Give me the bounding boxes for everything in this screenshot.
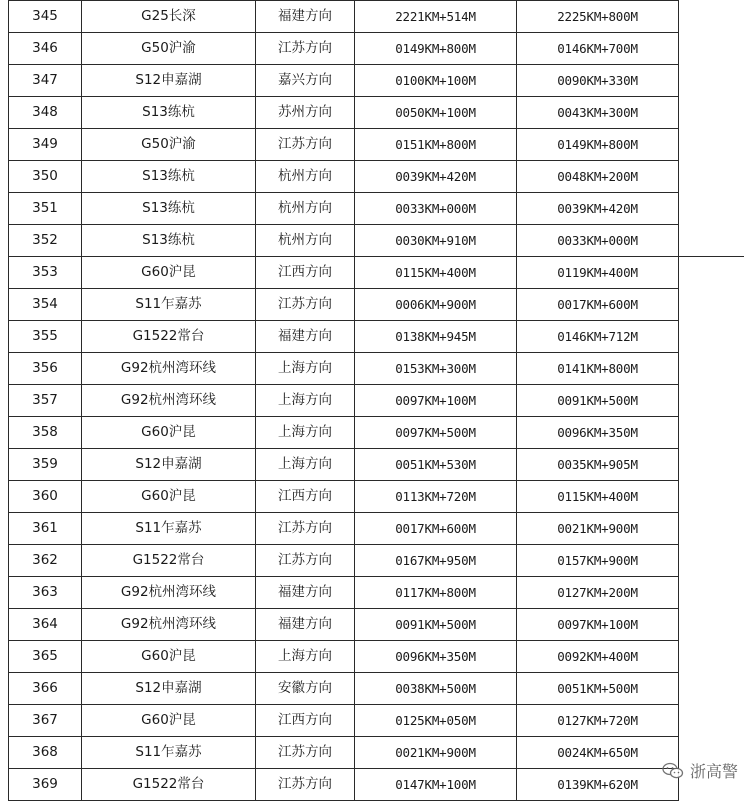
start-stake-cell: 0050KM+100M (355, 97, 517, 129)
row-number-cell: 363 (9, 577, 82, 609)
road-name-cell: G92杭州湾环线 (82, 609, 256, 641)
start-stake-cell: 0167KM+950M (355, 545, 517, 577)
watermark-text: 浙高警 (689, 762, 738, 781)
start-stake-cell: 0149KM+800M (355, 33, 517, 65)
row-number-cell: 365 (9, 641, 82, 673)
end-stake-cell: 0021KM+900M (517, 513, 679, 545)
road-section-table (8, 0, 679, 801)
row-number-cell: 364 (9, 609, 82, 641)
road-name-cell: G1522常台 (82, 769, 256, 801)
direction-cell: 上海方向 (256, 449, 355, 481)
row-number-cell: 366 (9, 673, 82, 705)
end-stake-cell: 0048KM+200M (517, 161, 679, 193)
table-row (9, 705, 679, 737)
table-row (9, 449, 679, 481)
row-number-cell: 353 (9, 257, 82, 289)
table-row (9, 769, 679, 801)
road-name-cell: G92杭州湾环线 (82, 353, 256, 385)
end-stake-cell: 0127KM+720M (517, 705, 679, 737)
start-stake-cell: 0153KM+300M (355, 353, 517, 385)
row-number-cell: 361 (9, 513, 82, 545)
start-stake-cell: 0097KM+100M (355, 385, 517, 417)
start-stake-cell: 0147KM+100M (355, 769, 517, 801)
row-number-cell: 351 (9, 193, 82, 225)
table-row (9, 353, 679, 385)
road-name-cell: S11乍嘉苏 (82, 737, 256, 769)
direction-cell: 江苏方向 (256, 33, 355, 65)
road-name-cell: S12申嘉湖 (82, 65, 256, 97)
end-stake-cell: 0139KM+620M (517, 769, 679, 801)
road-name-cell: G60沪昆 (82, 417, 256, 449)
start-stake-cell: 0115KM+400M (355, 257, 517, 289)
end-stake-cell: 0157KM+900M (517, 545, 679, 577)
table-row (9, 33, 679, 65)
direction-cell: 嘉兴方向 (256, 65, 355, 97)
table-row (9, 65, 679, 97)
direction-cell: 江苏方向 (256, 513, 355, 545)
table-row (9, 513, 679, 545)
direction-cell: 福建方向 (256, 1, 355, 33)
row-number-cell: 346 (9, 33, 82, 65)
end-stake-cell: 2225KM+800M (517, 1, 679, 33)
start-stake-cell: 0151KM+800M (355, 129, 517, 161)
row-number-cell: 349 (9, 129, 82, 161)
end-stake-cell: 0096KM+350M (517, 417, 679, 449)
start-stake-cell: 0091KM+500M (355, 609, 517, 641)
road-name-cell: G1522常台 (82, 321, 256, 353)
end-stake-cell: 0141KM+800M (517, 353, 679, 385)
table-row (9, 385, 679, 417)
table-body (9, 1, 679, 801)
table-row (9, 1, 679, 33)
direction-cell: 杭州方向 (256, 225, 355, 257)
road-name-cell: G92杭州湾环线 (82, 577, 256, 609)
road-name-cell: G25长深 (82, 1, 256, 33)
direction-cell: 福建方向 (256, 321, 355, 353)
document-sheet (8, 0, 744, 800)
end-stake-cell: 0024KM+650M (517, 737, 679, 769)
table-row (9, 257, 679, 289)
end-stake-cell: 0051KM+500M (517, 673, 679, 705)
direction-cell: 江苏方向 (256, 545, 355, 577)
row-number-cell: 369 (9, 769, 82, 801)
start-stake-cell: 0117KM+800M (355, 577, 517, 609)
direction-cell: 杭州方向 (256, 161, 355, 193)
table-row (9, 481, 679, 513)
table-row (9, 129, 679, 161)
table-border-fragment (672, 256, 744, 257)
start-stake-cell: 0051KM+530M (355, 449, 517, 481)
road-name-cell: S12申嘉湖 (82, 449, 256, 481)
end-stake-cell: 0146KM+712M (517, 321, 679, 353)
row-number-cell: 359 (9, 449, 82, 481)
end-stake-cell: 0127KM+200M (517, 577, 679, 609)
end-stake-cell: 0149KM+800M (517, 129, 679, 161)
start-stake-cell: 0017KM+600M (355, 513, 517, 545)
direction-cell: 江西方向 (256, 257, 355, 289)
road-name-cell: G92杭州湾环线 (82, 385, 256, 417)
road-name-cell: G1522常台 (82, 545, 256, 577)
start-stake-cell: 2221KM+514M (355, 1, 517, 33)
table-row (9, 673, 679, 705)
direction-cell: 江苏方向 (256, 129, 355, 161)
row-number-cell: 347 (9, 65, 82, 97)
row-number-cell: 354 (9, 289, 82, 321)
end-stake-cell: 0097KM+100M (517, 609, 679, 641)
road-name-cell: S11乍嘉苏 (82, 289, 256, 321)
table-row (9, 161, 679, 193)
direction-cell: 上海方向 (256, 417, 355, 449)
road-name-cell: G60沪昆 (82, 481, 256, 513)
table-row (9, 417, 679, 449)
table-row (9, 737, 679, 769)
start-stake-cell: 0138KM+945M (355, 321, 517, 353)
end-stake-cell: 0092KM+400M (517, 641, 679, 673)
row-number-cell: 356 (9, 353, 82, 385)
end-stake-cell: 0119KM+400M (517, 257, 679, 289)
road-name-cell: S13练杭 (82, 161, 256, 193)
end-stake-cell: 0091KM+500M (517, 385, 679, 417)
start-stake-cell: 0030KM+910M (355, 225, 517, 257)
start-stake-cell: 0113KM+720M (355, 481, 517, 513)
end-stake-cell: 0017KM+600M (517, 289, 679, 321)
wechat-icon (662, 762, 684, 780)
start-stake-cell: 0125KM+050M (355, 705, 517, 737)
row-number-cell: 350 (9, 161, 82, 193)
start-stake-cell: 0097KM+500M (355, 417, 517, 449)
row-number-cell: 352 (9, 225, 82, 257)
table-row (9, 609, 679, 641)
road-name-cell: G50沪渝 (82, 129, 256, 161)
direction-cell: 江苏方向 (256, 769, 355, 801)
row-number-cell: 358 (9, 417, 82, 449)
table-row (9, 577, 679, 609)
road-name-cell: S13练杭 (82, 225, 256, 257)
table-row (9, 193, 679, 225)
direction-cell: 江苏方向 (256, 737, 355, 769)
direction-cell: 江苏方向 (256, 289, 355, 321)
direction-cell: 上海方向 (256, 385, 355, 417)
row-number-cell: 360 (9, 481, 82, 513)
row-number-cell: 345 (9, 1, 82, 33)
road-name-cell: S13练杭 (82, 97, 256, 129)
end-stake-cell: 0043KM+300M (517, 97, 679, 129)
start-stake-cell: 0033KM+000M (355, 193, 517, 225)
start-stake-cell: 0096KM+350M (355, 641, 517, 673)
direction-cell: 上海方向 (256, 641, 355, 673)
end-stake-cell: 0039KM+420M (517, 193, 679, 225)
direction-cell: 苏州方向 (256, 97, 355, 129)
direction-cell: 杭州方向 (256, 193, 355, 225)
end-stake-cell: 0090KM+330M (517, 65, 679, 97)
row-number-cell: 357 (9, 385, 82, 417)
road-name-cell: S11乍嘉苏 (82, 513, 256, 545)
road-name-cell: G60沪昆 (82, 641, 256, 673)
road-name-cell: G60沪昆 (82, 705, 256, 737)
road-name-cell: G50沪渝 (82, 33, 256, 65)
road-name-cell: S12申嘉湖 (82, 673, 256, 705)
row-number-cell: 368 (9, 737, 82, 769)
direction-cell: 上海方向 (256, 353, 355, 385)
end-stake-cell: 0115KM+400M (517, 481, 679, 513)
start-stake-cell: 0038KM+500M (355, 673, 517, 705)
row-number-cell: 348 (9, 97, 82, 129)
direction-cell: 江西方向 (256, 481, 355, 513)
start-stake-cell: 0006KM+900M (355, 289, 517, 321)
row-number-cell: 362 (9, 545, 82, 577)
direction-cell: 江西方向 (256, 705, 355, 737)
start-stake-cell: 0021KM+900M (355, 737, 517, 769)
direction-cell: 福建方向 (256, 577, 355, 609)
row-number-cell: 355 (9, 321, 82, 353)
road-name-cell: S13练杭 (82, 193, 256, 225)
watermark (662, 759, 738, 782)
end-stake-cell: 0146KM+700M (517, 33, 679, 65)
table-row (9, 641, 679, 673)
table-row (9, 97, 679, 129)
end-stake-cell: 0035KM+905M (517, 449, 679, 481)
direction-cell: 福建方向 (256, 609, 355, 641)
end-stake-cell: 0033KM+000M (517, 225, 679, 257)
table-row (9, 225, 679, 257)
road-name-cell: G60沪昆 (82, 257, 256, 289)
row-number-cell: 367 (9, 705, 82, 737)
table-row (9, 321, 679, 353)
table-row (9, 289, 679, 321)
start-stake-cell: 0039KM+420M (355, 161, 517, 193)
direction-cell: 安徽方向 (256, 673, 355, 705)
table-row (9, 545, 679, 577)
start-stake-cell: 0100KM+100M (355, 65, 517, 97)
